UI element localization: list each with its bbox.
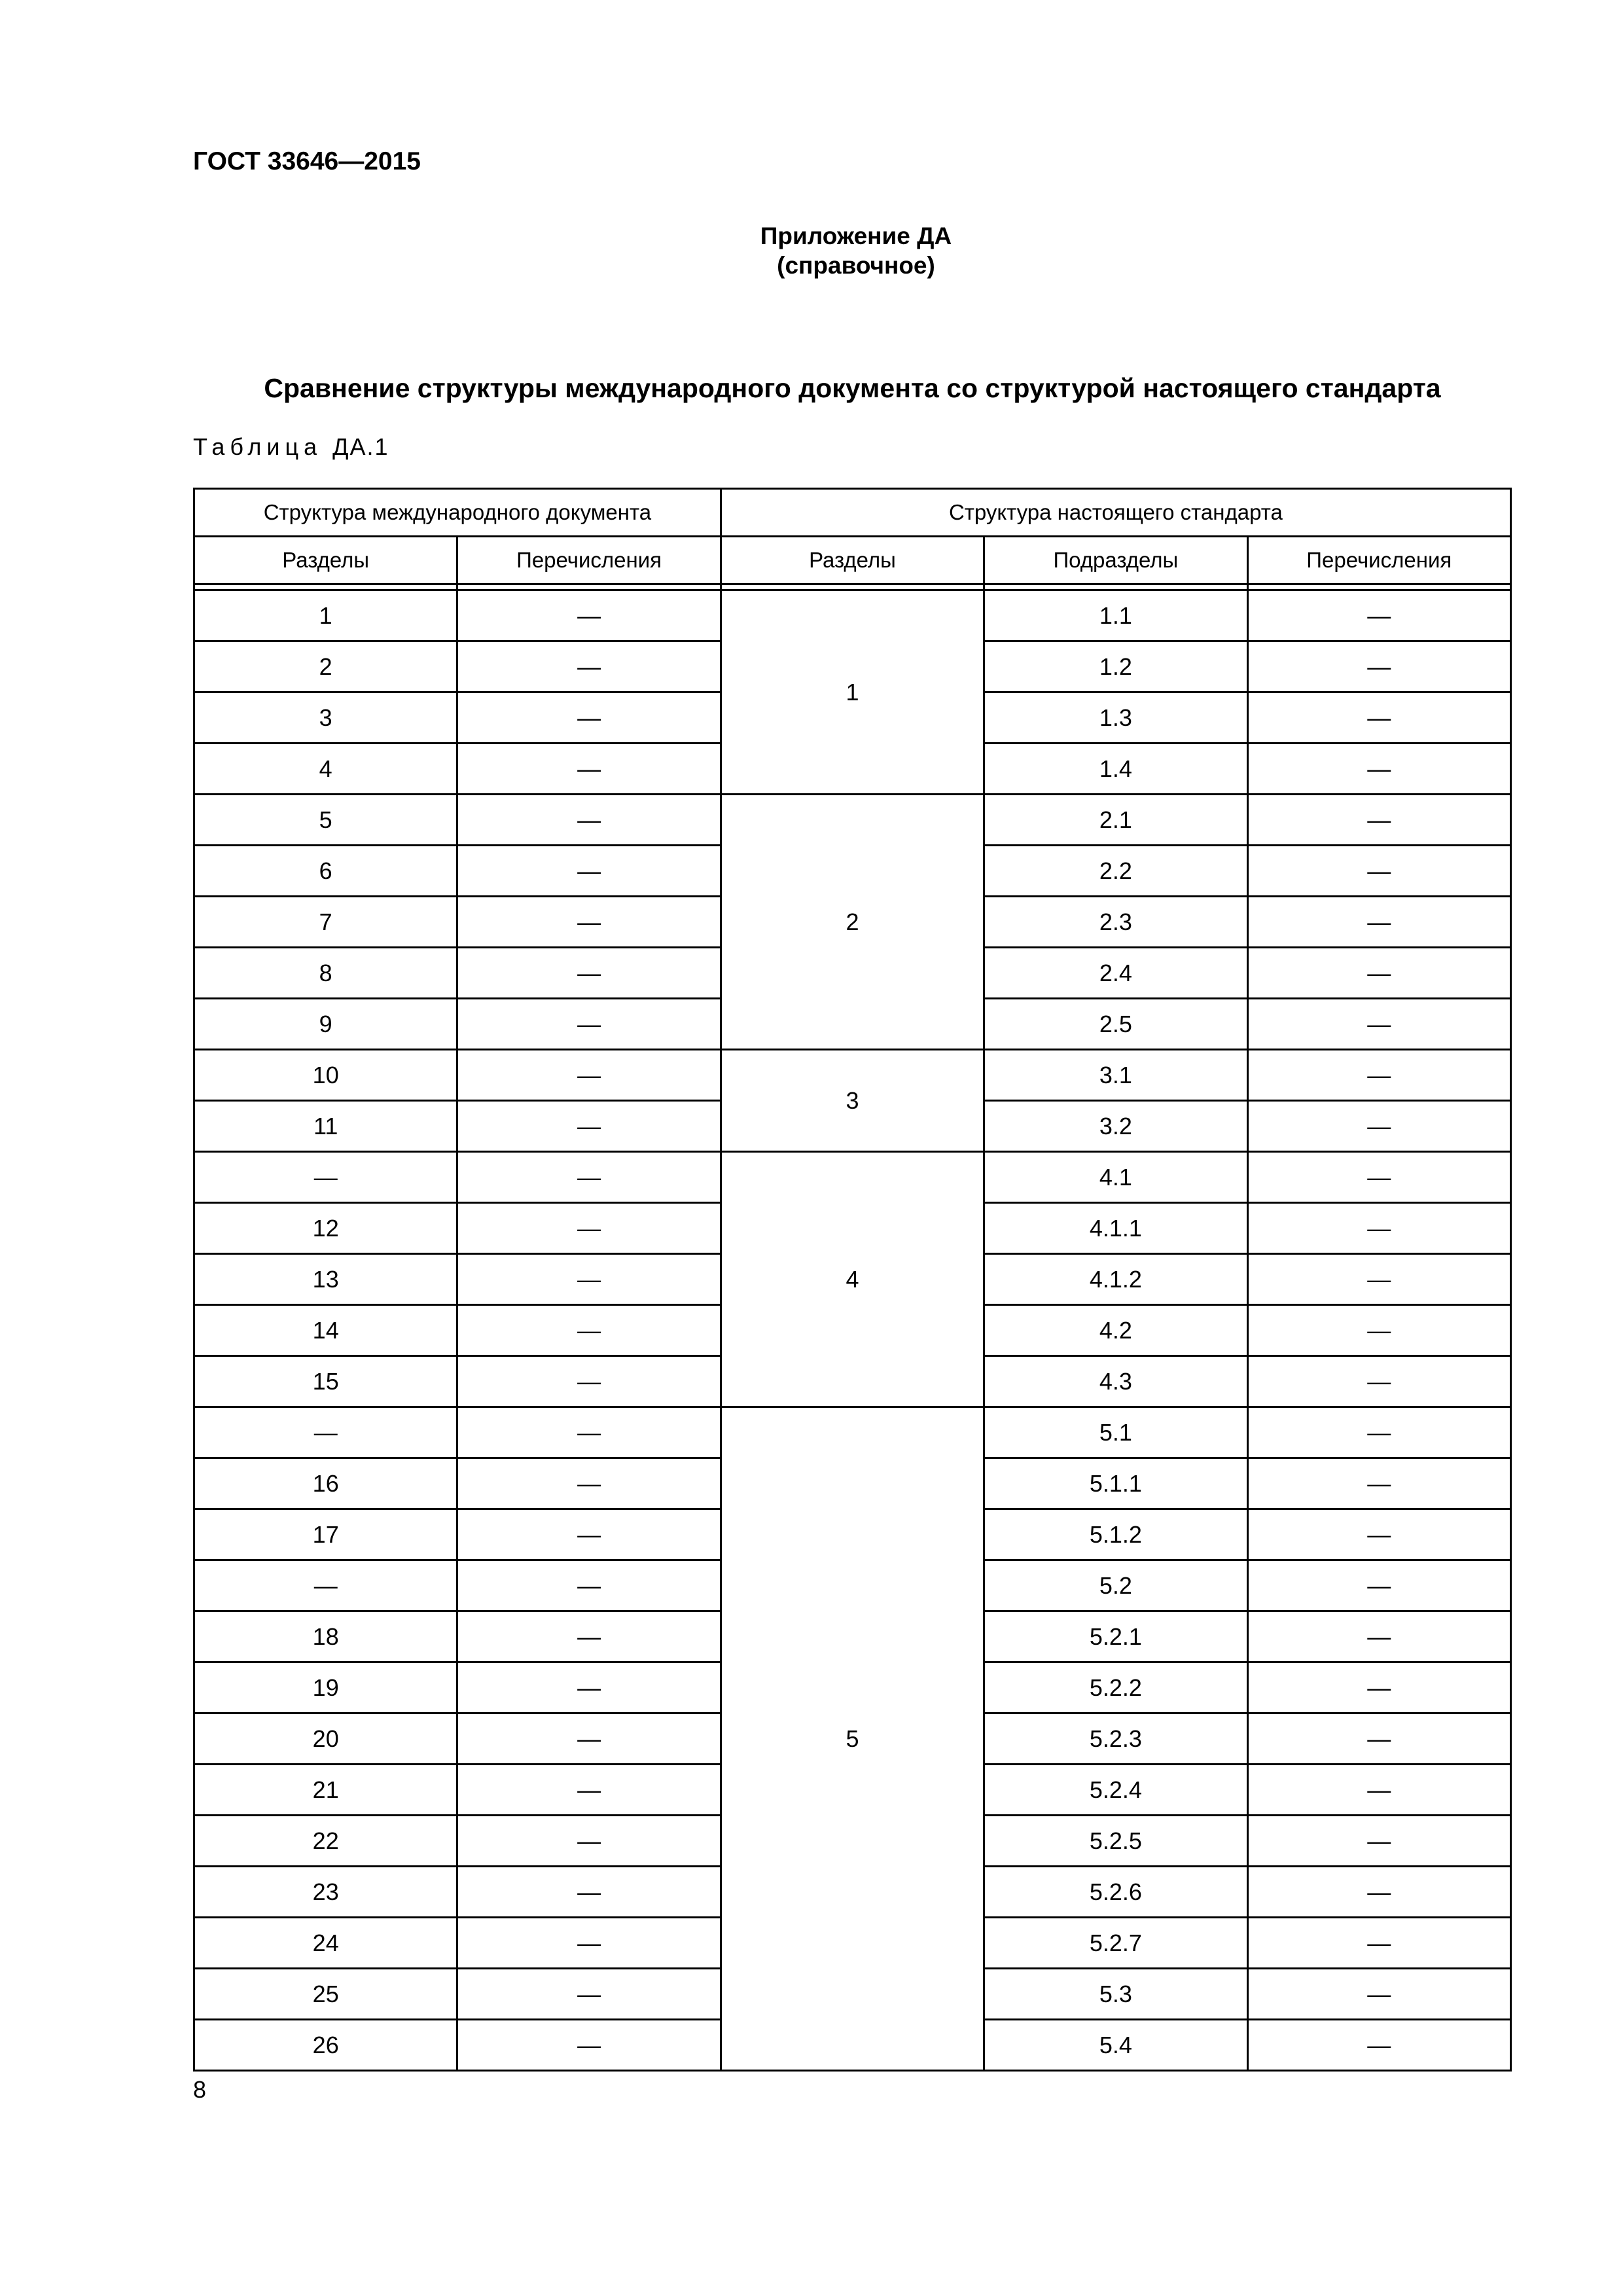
table-caption-label: Таблица	[193, 433, 323, 460]
cell-intl-enumeration: —	[457, 590, 721, 641]
cell-intl-section: 26	[194, 2020, 457, 2071]
cell-intl-enumeration: —	[457, 999, 721, 1050]
cell-std-section: 3	[721, 1050, 984, 1152]
cell-std-enumeration: —	[1247, 948, 1510, 999]
cell-std-enumeration: —	[1247, 846, 1510, 897]
table-body	[194, 590, 1511, 2071]
cell-intl-section: 14	[194, 1305, 457, 1356]
cell-std-section: 4	[721, 1152, 984, 1407]
cell-intl-section: 16	[194, 1458, 457, 1509]
cell-intl-enumeration: —	[457, 641, 721, 692]
column-header-intl-sections: Разделы	[194, 537, 457, 584]
column-header-std-sections: Разделы	[721, 537, 984, 584]
cell-intl-enumeration: —	[457, 1560, 721, 1611]
table-row	[194, 1407, 1511, 1458]
cell-std-enumeration: —	[1247, 1407, 1510, 1458]
cell-std-enumeration: —	[1247, 1969, 1510, 2020]
cell-intl-enumeration: —	[457, 1765, 721, 1816]
cell-intl-enumeration: —	[457, 1101, 721, 1152]
cell-std-subsection: 1.3	[984, 692, 1247, 744]
cell-std-subsection: 2.5	[984, 999, 1247, 1050]
table-caption	[193, 433, 389, 461]
cell-std-section: 1	[721, 590, 984, 795]
cell-std-subsection: 5.2.7	[984, 1918, 1247, 1969]
cell-std-enumeration: —	[1247, 999, 1510, 1050]
cell-std-section: 5	[721, 1407, 984, 2071]
cell-std-subsection: 4.1	[984, 1152, 1247, 1203]
header-separator	[194, 584, 1511, 590]
cell-intl-enumeration: —	[457, 744, 721, 795]
cell-intl-section: 12	[194, 1203, 457, 1254]
cell-intl-section: 5	[194, 795, 457, 846]
cell-std-subsection: 5.3	[984, 1969, 1247, 2020]
cell-intl-section: 1	[194, 590, 457, 641]
group-header-international: Структура международного документа	[194, 489, 721, 537]
cell-std-enumeration: —	[1247, 744, 1510, 795]
table-row	[194, 590, 1511, 641]
cell-std-enumeration: —	[1247, 641, 1510, 692]
cell-std-enumeration: —	[1247, 1356, 1510, 1407]
cell-std-subsection: 1.1	[984, 590, 1247, 641]
cell-intl-section: —	[194, 1152, 457, 1203]
cell-intl-enumeration: —	[457, 1969, 721, 2020]
cell-intl-section: 19	[194, 1662, 457, 1713]
cell-intl-section: —	[194, 1560, 457, 1611]
cell-intl-section: 11	[194, 1101, 457, 1152]
cell-std-subsection: 5.2.6	[984, 1867, 1247, 1918]
table-row	[194, 1152, 1511, 1203]
cell-std-enumeration: —	[1247, 1203, 1510, 1254]
cell-std-enumeration: —	[1247, 1458, 1510, 1509]
cell-intl-section: 9	[194, 999, 457, 1050]
cell-intl-section: 4	[194, 744, 457, 795]
cell-std-enumeration: —	[1247, 1305, 1510, 1356]
column-header-intl-enumerations: Перечисления	[457, 537, 721, 584]
page-title: Сравнение структуры международного документа со структурой настоящего стандарта	[264, 373, 1441, 403]
cell-intl-enumeration: —	[457, 1867, 721, 1918]
cell-intl-enumeration: —	[457, 846, 721, 897]
cell-intl-enumeration: —	[457, 1918, 721, 1969]
column-header-std-subsections: Подразделы	[984, 537, 1247, 584]
cell-std-enumeration: —	[1247, 1560, 1510, 1611]
cell-std-enumeration: —	[1247, 1867, 1510, 1918]
cell-std-enumeration: —	[1247, 1254, 1510, 1305]
cell-std-subsection: 5.2.4	[984, 1765, 1247, 1816]
cell-std-enumeration: —	[1247, 795, 1510, 846]
cell-intl-enumeration: —	[457, 897, 721, 948]
cell-std-enumeration: —	[1247, 1152, 1510, 1203]
cell-std-enumeration: —	[1247, 692, 1510, 744]
table-row	[194, 795, 1511, 846]
cell-std-enumeration: —	[1247, 897, 1510, 948]
cell-std-subsection: 5.2.1	[984, 1611, 1247, 1662]
cell-std-subsection: 5.2.2	[984, 1662, 1247, 1713]
cell-intl-section: 20	[194, 1713, 457, 1765]
cell-std-enumeration: —	[1247, 1101, 1510, 1152]
cell-std-subsection: 5.2.3	[984, 1713, 1247, 1765]
cell-intl-enumeration: —	[457, 1050, 721, 1101]
cell-intl-section: 23	[194, 1867, 457, 1918]
cell-intl-section: 2	[194, 641, 457, 692]
cell-intl-enumeration: —	[457, 1458, 721, 1509]
column-header-std-enumerations: Перечисления	[1247, 537, 1510, 584]
cell-intl-enumeration: —	[457, 2020, 721, 2071]
cell-std-enumeration: —	[1247, 1611, 1510, 1662]
cell-intl-section: 22	[194, 1816, 457, 1867]
cell-std-subsection: 2.4	[984, 948, 1247, 999]
appendix-title: Приложение ДА	[760, 223, 952, 249]
cell-std-subsection: 4.2	[984, 1305, 1247, 1356]
cell-std-subsection: 5.1.1	[984, 1458, 1247, 1509]
cell-std-enumeration: —	[1247, 1918, 1510, 1969]
cell-std-subsection: 3.1	[984, 1050, 1247, 1101]
comparison-table	[193, 488, 1512, 2072]
cell-std-subsection: 5.1.2	[984, 1509, 1247, 1560]
cell-intl-section: 3	[194, 692, 457, 744]
cell-intl-section: 6	[194, 846, 457, 897]
cell-intl-enumeration: —	[457, 795, 721, 846]
cell-intl-section: 25	[194, 1969, 457, 2020]
table-caption-number: ДА.1	[332, 433, 389, 460]
cell-std-section: 2	[721, 795, 984, 1050]
cell-std-subsection: 2.2	[984, 846, 1247, 897]
cell-intl-enumeration: —	[457, 1305, 721, 1356]
cell-std-enumeration: —	[1247, 2020, 1510, 2071]
cell-intl-section: 10	[194, 1050, 457, 1101]
cell-intl-section: 18	[194, 1611, 457, 1662]
group-header-standard: Структура настоящего стандарта	[721, 489, 1510, 537]
cell-intl-enumeration: —	[457, 1356, 721, 1407]
cell-std-subsection: 5.4	[984, 2020, 1247, 2071]
cell-std-enumeration: —	[1247, 1662, 1510, 1713]
cell-intl-enumeration: —	[457, 1203, 721, 1254]
cell-intl-section: 13	[194, 1254, 457, 1305]
cell-std-subsection: 1.4	[984, 744, 1247, 795]
cell-intl-section: 15	[194, 1356, 457, 1407]
cell-std-subsection: 4.3	[984, 1356, 1247, 1407]
document-code: ГОСТ 33646—2015	[193, 147, 421, 175]
cell-std-enumeration: —	[1247, 1816, 1510, 1867]
cell-std-subsection: 2.3	[984, 897, 1247, 948]
cell-intl-enumeration: —	[457, 1509, 721, 1560]
cell-intl-section: 21	[194, 1765, 457, 1816]
cell-std-subsection: 3.2	[984, 1101, 1247, 1152]
table-row	[194, 1050, 1511, 1101]
cell-intl-enumeration: —	[457, 1662, 721, 1713]
cell-intl-enumeration: —	[457, 1407, 721, 1458]
cell-std-subsection: 5.1	[984, 1407, 1247, 1458]
cell-intl-section: 7	[194, 897, 457, 948]
cell-intl-section: 17	[194, 1509, 457, 1560]
cell-std-enumeration: —	[1247, 1713, 1510, 1765]
cell-std-subsection: 5.2.5	[984, 1816, 1247, 1867]
cell-std-enumeration: —	[1247, 1050, 1510, 1101]
cell-std-enumeration: —	[1247, 1509, 1510, 1560]
cell-intl-enumeration: —	[457, 1816, 721, 1867]
cell-intl-enumeration: —	[457, 1152, 721, 1203]
cell-std-enumeration: —	[1247, 590, 1510, 641]
cell-intl-enumeration: —	[457, 692, 721, 744]
cell-intl-section: 8	[194, 948, 457, 999]
cell-std-subsection: 5.2	[984, 1560, 1247, 1611]
page-number: 8	[193, 2076, 207, 2103]
cell-std-subsection: 4.1.1	[984, 1203, 1247, 1254]
cell-intl-enumeration: —	[457, 1611, 721, 1662]
cell-std-enumeration: —	[1247, 1765, 1510, 1816]
appendix-subtitle: (справочное)	[777, 252, 935, 279]
cell-intl-section: —	[194, 1407, 457, 1458]
cell-std-subsection: 2.1	[984, 795, 1247, 846]
cell-intl-enumeration: —	[457, 1254, 721, 1305]
cell-std-subsection: 1.2	[984, 641, 1247, 692]
cell-std-subsection: 4.1.2	[984, 1254, 1247, 1305]
cell-intl-section: 24	[194, 1918, 457, 1969]
cell-intl-enumeration: —	[457, 1713, 721, 1765]
cell-intl-enumeration: —	[457, 948, 721, 999]
